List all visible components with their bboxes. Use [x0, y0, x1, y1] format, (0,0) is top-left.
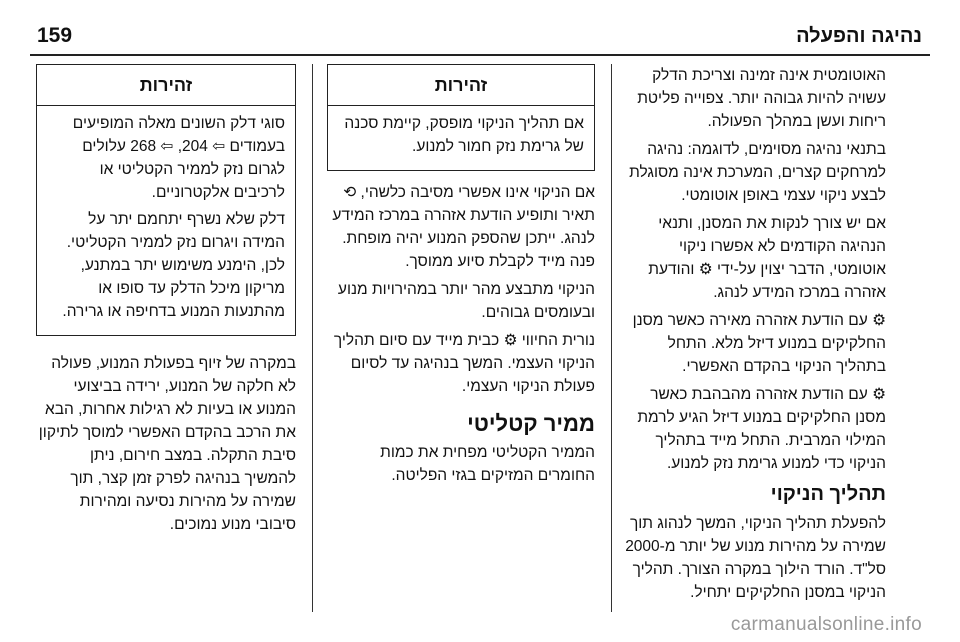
paragraph: האוטומטית אינה זמינה וצריכת הדלק עשויה להיות גבוהה יותר. צפוייה פליטת ריחות ועשן במהלך הפעולה.: [637, 67, 886, 130]
warning-text: סוגי דלק השונים מאלה המופיעים בעמודים ⇦ 204, ⇦ 268 עלולים לגרום נזק לממיר הקטליטי או לרכיבים אלקטרוניים.: [72, 115, 285, 201]
right-column: [624, 64, 886, 609]
page-header: [0, 0, 960, 52]
header-rule: [30, 54, 930, 56]
warning-box: [327, 64, 595, 171]
paragraph: נורית החיווי ⚙ כבית מייד עם סיום תהליך הניקוי העצמי. המשך בנהיגה עד לסיום פעולת הניקוי העצמי.: [333, 332, 595, 395]
paragraph: להפעלת תהליך הניקוי, המשך לנהוג תוך שמירה על מהירות מנוע של יותר מ-2000 סל"ד. הורד הילוך במקרה הצורך. תהליך הניקוי במסנן החלקיקים יתחיל.: [625, 515, 886, 601]
warning-text: אם תהליך הניקוי מופסק, קיימת סכנה של גרימת נזק חמור למנוע.: [344, 115, 584, 155]
warning-box: [36, 64, 296, 336]
warning-title: זהירות: [37, 65, 295, 106]
paragraph: במקרה של זיוף בפעולת המנוע, פעולה לא חלקה של המנוע, ירידה בביצועי המנוע או בעיות לא רגילות אחרות, הבא את הרכב בהקדם האפשרי למוסך לתיקון סיבת התקלה. במצב חירום, ניתן להמשיך בנהיגה לפרק זמן קצר, תוך שמירה על מהירות נסיעה ומהירות סיבובי מנוע נמוכים.: [38, 355, 296, 533]
paragraph: ⚙ עם הודעת אזהרה מאירה כאשר מסנן החלקיקים במנוע דיזל מלא. התחל בתהליך הניקוי בהקדם האפשרי.: [632, 312, 886, 375]
left-column: [36, 64, 296, 541]
section-heading: תהליך הניקוי: [770, 483, 886, 505]
paragraph: אם הניקוי אינו אפשרי מסיבה כלשהי, ⟲ תאיר ותופיע הודעת אזהרה במרכז המידע לנהג. ייתכן שהספק המנוע יהיה מופחת. פנה מייד לקבלת סיוע ממוסך.: [332, 184, 595, 270]
section-heading: ממיר קטליטי: [467, 411, 595, 436]
column-divider: [611, 64, 612, 612]
paragraph: בתנאי נהיגה מסוימים, לדוגמה: נהיגה למרחקים קצרים, המערכת אינה מסוגלת לבצע ניקוי עצמי באופן אוטומטי.: [629, 141, 886, 204]
paragraph: הממיר הקטליטי מפחית את כמות החומרים המזיקים בגזי הפליטה.: [380, 444, 595, 484]
column-divider: [312, 64, 313, 612]
page-number: 159: [37, 24, 73, 47]
warning-title: זהירות: [328, 65, 594, 106]
paragraph: ⚙ עם הודעת אזהרה מהבהבת כאשר מסנן החלקיקים במנוע דיזל הגיע לרמת המילוי המרבית. התחל מייד בתהליך הניקוי כדי למנוע גרימת נזק למנוע.: [637, 386, 886, 472]
middle-column: [327, 64, 595, 492]
warning-text: דלק שלא נשרף יתחמם יתר על המידה ויגרום נזק לממיר הקטליטי. לכן, הימנע משימוש יתר במתנע, מריקון מיכל הדלק עד סופו או מהתנעות המנוע בדחיפה או גרירה.: [62, 211, 285, 320]
paragraph: הניקוי מתבצע מהר יותר במהירויות מנוע ובעומסים גבוהים.: [337, 281, 595, 321]
chapter-title: נהיגה והפעלה: [796, 25, 922, 47]
paragraph: אם יש צורך לנקות את המסנן, ותנאי הנהיגה הקודמים לא אפשרו ניקוי אוטומטי, הדבר יצוין על-ידי ⚙ והודעת אזהרה במרכז המידע לנהג.: [648, 215, 886, 301]
watermark: carmanualsonline.info: [730, 614, 922, 635]
